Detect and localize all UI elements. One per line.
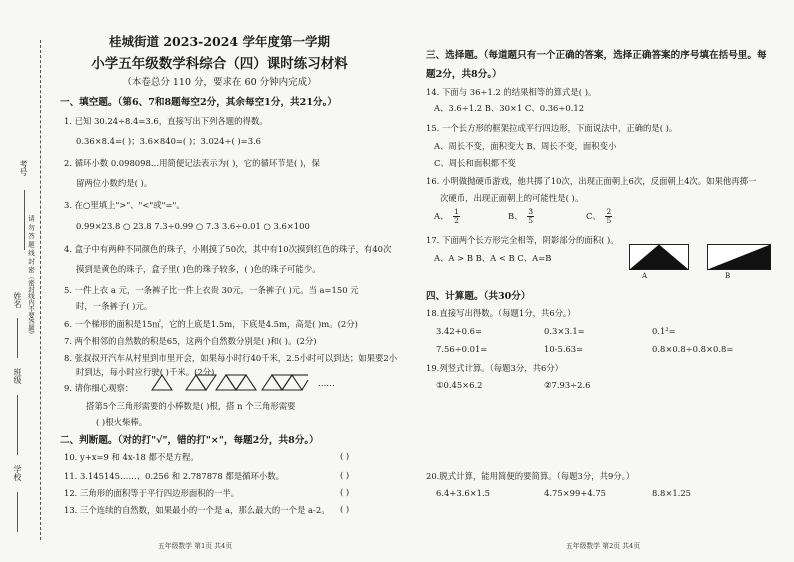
q18: 18.直接写出得数。（每题1分，共6分。）	[426, 308, 576, 318]
q16-option-a	[434, 208, 462, 225]
fraction-two-fifths: $\frac{2}{5}$	[606, 207, 612, 225]
matchstick-triangles-figure	[150, 372, 310, 392]
page-1	[52, 0, 398, 562]
rectangle-b-figure	[707, 244, 771, 270]
calc-3: 0.1²=	[652, 326, 676, 336]
rectangle-a-figure	[629, 244, 689, 270]
q7: 7. 两个相邻的自然数的积是65，这两个自然数分别是( )和( )。(2分)	[64, 336, 317, 346]
q6: 6. 一个梯形的面积是15㎡，它的上底是1.5m，下底是4.5m，高是( )m。(2分)	[64, 319, 358, 329]
stepwise-calc-3: 8.8×1.25	[652, 488, 691, 498]
q15-options-ab: A、周长不变，面积变大 B、周长不变，面积变小	[434, 141, 617, 151]
q9-line-3: ( )根火柴棒。	[96, 417, 148, 427]
binding-strip	[0, 0, 52, 562]
q8-line-1: 8. 张叔叔开汽车从村里到市里开会，如果每小时行40千米，2.5小时可以到达；如果要2小	[64, 353, 398, 363]
section-3-heading-line-2: 题2分，共8分。）	[426, 69, 502, 80]
banji-label: 班级	[13, 368, 22, 384]
kaohao-label: 考号	[19, 160, 28, 176]
vertical-calc-2: ②7.93÷2.6	[544, 380, 591, 390]
q16-line-1: 16. 小明做抛硬币游戏，他共掷了10次，出现正面朝上6次，反面朝上4次。如果他再掷一	[426, 176, 757, 186]
q15-option-c: C、周长和面积都不变	[434, 158, 516, 168]
banji-fill-line	[17, 395, 18, 455]
q4-line-2: 摸到是黄色的珠子，盒子里( )色的珠子较多，( )色的珠子可能少。	[76, 264, 321, 274]
q19: 19.列竖式计算。（每题3分，共6分）	[426, 363, 564, 373]
q15: 15. 一个长方形的框架拉成平行四边形，下面说法中，正确的是( )。	[426, 123, 678, 133]
q3-items: 0.99×23.8 ○ 23.8 7.3÷0.99 ○ 7.3 3.6÷0.01 ○ 3.6×100	[76, 221, 310, 231]
q16-option-b-label: B、	[508, 211, 523, 221]
vertical-calc-1: ①0.45×6.2	[436, 380, 483, 390]
section-3-heading-line-1: 三、选择题。（每道题只有一个正确的答案，选择正确答案的序号填在括号里。每	[426, 50, 767, 61]
q20: 20.脱式计算，能用简便的要简算。（每题3分，共9分。）	[426, 471, 635, 481]
section-4-heading: 四、计算题。（共30分）	[426, 291, 531, 302]
q16-option-c-label: C、	[586, 211, 601, 221]
q4-line-1: 4. 盒子中有两种不同颜色的珠子，小刚摸了50次，其中有10次摸到红色的珠子，有40次	[64, 244, 392, 254]
title-line-1: 桂城街道 2023-2024 学年度第一学期	[109, 34, 330, 49]
page-2-footer: 五年级数学 第2页 共4页	[566, 542, 641, 550]
q9-line-2: 搭第5个三角形需要的小棒数是( )根，搭 n 个三角形需要	[86, 401, 296, 411]
q14-options: A、3.6÷1.2 B、30×1 C、0.36÷0.12	[434, 103, 585, 113]
section-2-heading: 二、判断题。（对的打"√"，错的打"×"，每题2分，共8分。）	[60, 435, 319, 446]
q5-line-1: 5. 一件上衣 a 元，一条裤子比一件上衣贵 30元，一条裤子( )元。当 a=150 元	[64, 285, 359, 295]
title-line-2: 小学五年级数学科综合（四）课时练习材料	[91, 56, 348, 72]
q17-options: A、A > B B、A < B C、A=B	[434, 253, 552, 263]
rectangle-a-label: A	[642, 272, 648, 280]
q12-answer-paren[interactable]: ( )	[340, 487, 350, 497]
q16-option-a-label: A、	[434, 211, 449, 221]
rectangle-b-label: B	[725, 272, 731, 280]
q8-line-2: 时到达，每小时应行驶( )千米。(2分)	[76, 367, 215, 377]
page-2	[420, 0, 780, 562]
xingming-fill-line	[17, 318, 18, 358]
q2-line-2: 留两位小数约是( )。	[76, 178, 153, 188]
q9-ellipsis: ……	[318, 378, 335, 388]
q5-line-2: 时，一条裤子( )元。	[76, 301, 153, 311]
kaohao-fill-line	[24, 190, 25, 250]
q14: 14. 下面与 36÷1.2 的结果相等的算式是( )。	[426, 87, 597, 97]
page-1-footer: 五年级数学 第1页 共4页	[158, 542, 233, 550]
xuexiao-fill-line	[17, 492, 18, 532]
seal-dashed-line	[40, 40, 41, 540]
fraction-one-half: $\frac{1}{2}$	[454, 207, 459, 225]
calc-2: 0.3×3.1=	[544, 326, 585, 336]
q10-answer-paren[interactable]: ( )	[340, 451, 350, 461]
q11: 11. 3.145145……、0.2̇56̇ 和 2.787878 都是循环小数。	[64, 471, 284, 481]
q13-answer-paren[interactable]: ( )	[340, 504, 350, 514]
q16-line-2: 次硬币，出现正面朝上的可能性是( )。	[440, 193, 584, 203]
q13: 13. 三个连续的自然数，如果最小的一个是 a，那么最大的一个是 a-2。	[64, 505, 330, 515]
subtitle: （本卷总分 110 分，要求在 60 分钟内完成）	[122, 77, 317, 88]
q1-items: 0.36×8.4=( )；3.6×840=( )；3.024÷( )=3.6	[76, 136, 262, 146]
q3-stem: 3. 在○里填上">"、"<"或"="。	[64, 200, 185, 210]
q1-stem: 1. 已知 30.24÷8.4=3.6，直接写出下列各题的得数。	[64, 116, 268, 126]
q11-answer-paren[interactable]: ( )	[340, 470, 350, 480]
stepwise-calc-2: 4.75×99+4.75	[544, 488, 606, 498]
calc-4: 7.56÷0.01=	[436, 344, 488, 354]
q16-option-c	[586, 208, 614, 225]
xuexiao-label: 学校	[13, 465, 22, 481]
q9-stem: 9. 请你细心观察：	[64, 383, 134, 393]
xingming-label: 姓名	[13, 292, 22, 308]
q17: 17. 下面两个长方形完全相等，阴影部分的面积( )。	[426, 235, 619, 245]
section-1-heading: 一、填空题。（第6、7和8题每空2分，其余每空1分，共21分。）	[60, 97, 337, 108]
calc-1: 3.42+0.6=	[436, 326, 483, 336]
q12: 12. 三角形的面积等于平行四边形面积的一半。	[64, 488, 240, 498]
q16-option-b	[508, 208, 536, 225]
calc-6: 0.8×0.8÷0.8×0.8=	[652, 344, 734, 354]
q10: 10. y+x=9 和 4x-18 都不是方程。	[64, 452, 199, 462]
fraction-three-fifths: $\frac{3}{5}$	[528, 207, 533, 225]
seal-text: 请 勿 答 题 线 封 密（密封线内不要答题）	[27, 215, 35, 338]
calc-5: 10-5.63=	[544, 344, 584, 354]
stepwise-calc-1: 6.4+3.6×1.5	[436, 488, 490, 498]
q2-line-1: 2. 循环小数 0.098098…用简便记法表示为( )，它的循环节是( )，保	[64, 158, 320, 168]
